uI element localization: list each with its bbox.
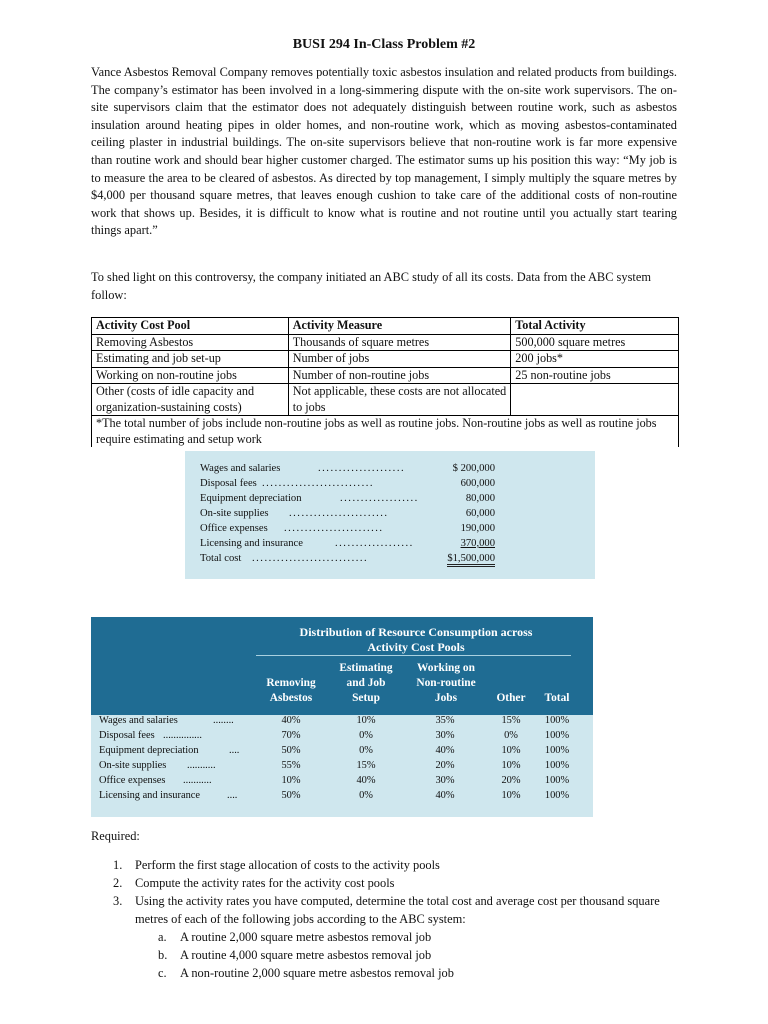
percent-cell: 15% [356,760,376,771]
percent-cell: 40% [435,790,455,801]
cost-row [200,508,580,523]
cost-label: Wages and salaries [200,463,281,474]
table-row [92,334,679,351]
table-cell: 200 jobs* [511,351,679,368]
distribution-row [91,715,593,730]
column-header-estimating: Estimating and Job Setup [339,662,393,704]
activity-cost-pool-table [91,317,679,447]
percent-cell: 20% [501,775,521,786]
row-label: Licensing and insurance [99,790,200,801]
percent-cell: 100% [544,745,570,756]
cost-row [200,493,580,508]
title-rule [256,655,571,656]
cost-label: Total cost [200,553,242,564]
cost-label: Licensing and insurance [200,538,303,549]
cost-row [200,463,580,478]
cost-value: $ 200,000 [452,463,495,474]
distribution-row [91,760,593,775]
table-cell: Other (costs of idle capacity and organization-sustaining costs) [92,384,289,416]
table-cell: Number of non-routine jobs [288,367,511,384]
leader-dots: ................... [335,538,414,549]
percent-cell: 100% [544,760,570,771]
problem-description: Vance Asbestos Removal Company removes potentially toxic asbestos insulation and related products from buildings. The company’s estimator has been involved in a long-simmering dispute with the on-site work supervisors. The on-site supervisors claim that the estimator does not adequately distinguish between routine work, such as asbestos insulation around heating pipes in older homes, and non-routine work, which as moving asbestos-contaminated ceiling plaster in industrial buildings. The on-site supervisors believe that non-routine work is far more expensive than routine work and should bear higher customer charged. The estimator sums up his position this way: “My job is to measure the area to be cleared of asbestos. As directed by top management, I simply multiply the square metres by $4,000 per thousand square metres, that leaves enough cushion to take care of the additional costs of non-routine work that shows up. Besides, it is difficult to know what is routine and not routine until you actually start tearing things apart.” [91,65,677,238]
table-row [92,367,679,384]
cost-label: Equipment depreciation [200,493,302,504]
cost-row [200,478,580,493]
leader-dots: ................... [340,493,419,504]
table-header: Total Activity [511,318,679,335]
table-row [92,351,679,368]
leader-dots: .... [227,790,238,801]
abc-intro: To shed light on this controversy, the company initiated an ABC study of all its costs. Data from the ABC system follow: [91,270,651,302]
column-header-non-routine: Working on Non-routine Jobs [416,662,476,704]
cost-row [200,553,580,568]
percent-cell: 40% [435,745,455,756]
percent-cell: 10% [501,760,521,771]
percent-cell: 10% [281,775,301,786]
percent-cell: 100% [544,715,570,726]
distribution-row [91,730,593,745]
cost-value: 190,000 [460,523,495,534]
percent-cell: 55% [281,760,301,771]
cost-summary-panel [185,451,595,579]
leader-dots: ........................... [262,478,375,489]
document-title: BUSI 294 In-Class Problem #2 [292,37,476,52]
table-cell: 25 non-routine jobs [511,367,679,384]
percent-cell: 20% [435,760,455,771]
row-label: On-site supplies [99,760,167,771]
cost-label: On-site supplies [200,508,269,519]
table-cell: Working on non-routine jobs [92,367,289,384]
column-header-removing-asbestos: Removing Asbestos [266,677,316,704]
percent-cell: 70% [281,730,301,741]
percent-cell: 0% [504,730,518,741]
distribution-row [91,745,593,760]
leader-dots: ........................ [289,508,389,519]
leader-dots: ............................ [252,553,369,564]
row-label: Office expenses [99,775,166,786]
distribution-row [91,790,593,805]
percent-cell: 30% [435,730,455,741]
table-cell: Thousands of square metres [288,334,511,351]
percent-cell: 40% [281,715,301,726]
table-cell: Not applicable, these costs are not allocated to jobs [288,384,511,416]
total-cost-value: $1,500,000 [447,553,495,567]
required-heading: Required: [91,829,140,843]
percent-cell: 10% [501,790,521,801]
table-cell [511,384,679,416]
table-header: Activity Measure [288,318,511,335]
cost-value: 600,000 [460,478,495,489]
percent-cell: 35% [435,715,455,726]
cost-row [200,523,580,538]
leader-dots: ........ [213,715,234,726]
distribution-title: Distribution of Resource Consumption across Activity Cost Pools [299,625,533,654]
cost-row [200,538,580,553]
resource-distribution-panel [91,617,593,817]
percent-cell: 50% [281,745,301,756]
row-label: Disposal fees [99,730,155,741]
table-header: Activity Cost Pool [92,318,289,335]
percent-cell: 0% [359,790,373,801]
row-label: Wages and salaries [99,715,178,726]
table-cell: Number of jobs [288,351,511,368]
percent-cell: 40% [356,775,376,786]
percent-cell: 100% [544,775,570,786]
leader-dots: ..................... [318,463,406,474]
cost-label: Office expenses [200,523,268,534]
table-cell: Estimating and job set-up [92,351,289,368]
column-header-total: Total [544,692,570,704]
row-label: Equipment depreciation [99,745,199,756]
percent-cell: 30% [435,775,455,786]
percent-cell: 50% [281,790,301,801]
cost-value: 80,000 [465,493,495,504]
percent-cell: 100% [544,790,570,801]
distribution-row [91,775,593,790]
cost-value: 370,000 [460,538,495,549]
leader-dots: ........................ [284,523,384,534]
cost-label: Disposal fees [200,478,257,489]
percent-cell: 100% [544,730,570,741]
percent-cell: 10% [501,745,521,756]
leader-dots: ............... [163,730,202,741]
leader-dots: ........... [183,775,212,786]
percent-cell: 15% [501,715,521,726]
leader-dots: .... [229,745,240,756]
table-row [92,384,679,416]
table-footnote: *The total number of jobs include non-routine jobs as well as routine jobs. Non-routine jobs as well as routine jobs require estimating and setup work [92,416,679,448]
leader-dots: ........... [187,760,216,771]
table-header-row [92,318,679,335]
table-cell: Removing Asbestos [92,334,289,351]
column-header-other: Other [496,692,526,704]
table-footnote-row [92,416,679,448]
cost-value: 60,000 [465,508,495,519]
percent-cell: 0% [359,730,373,741]
percent-cell: 0% [359,745,373,756]
percent-cell: 10% [356,715,376,726]
table-cell: 500,000 square metres [511,334,679,351]
